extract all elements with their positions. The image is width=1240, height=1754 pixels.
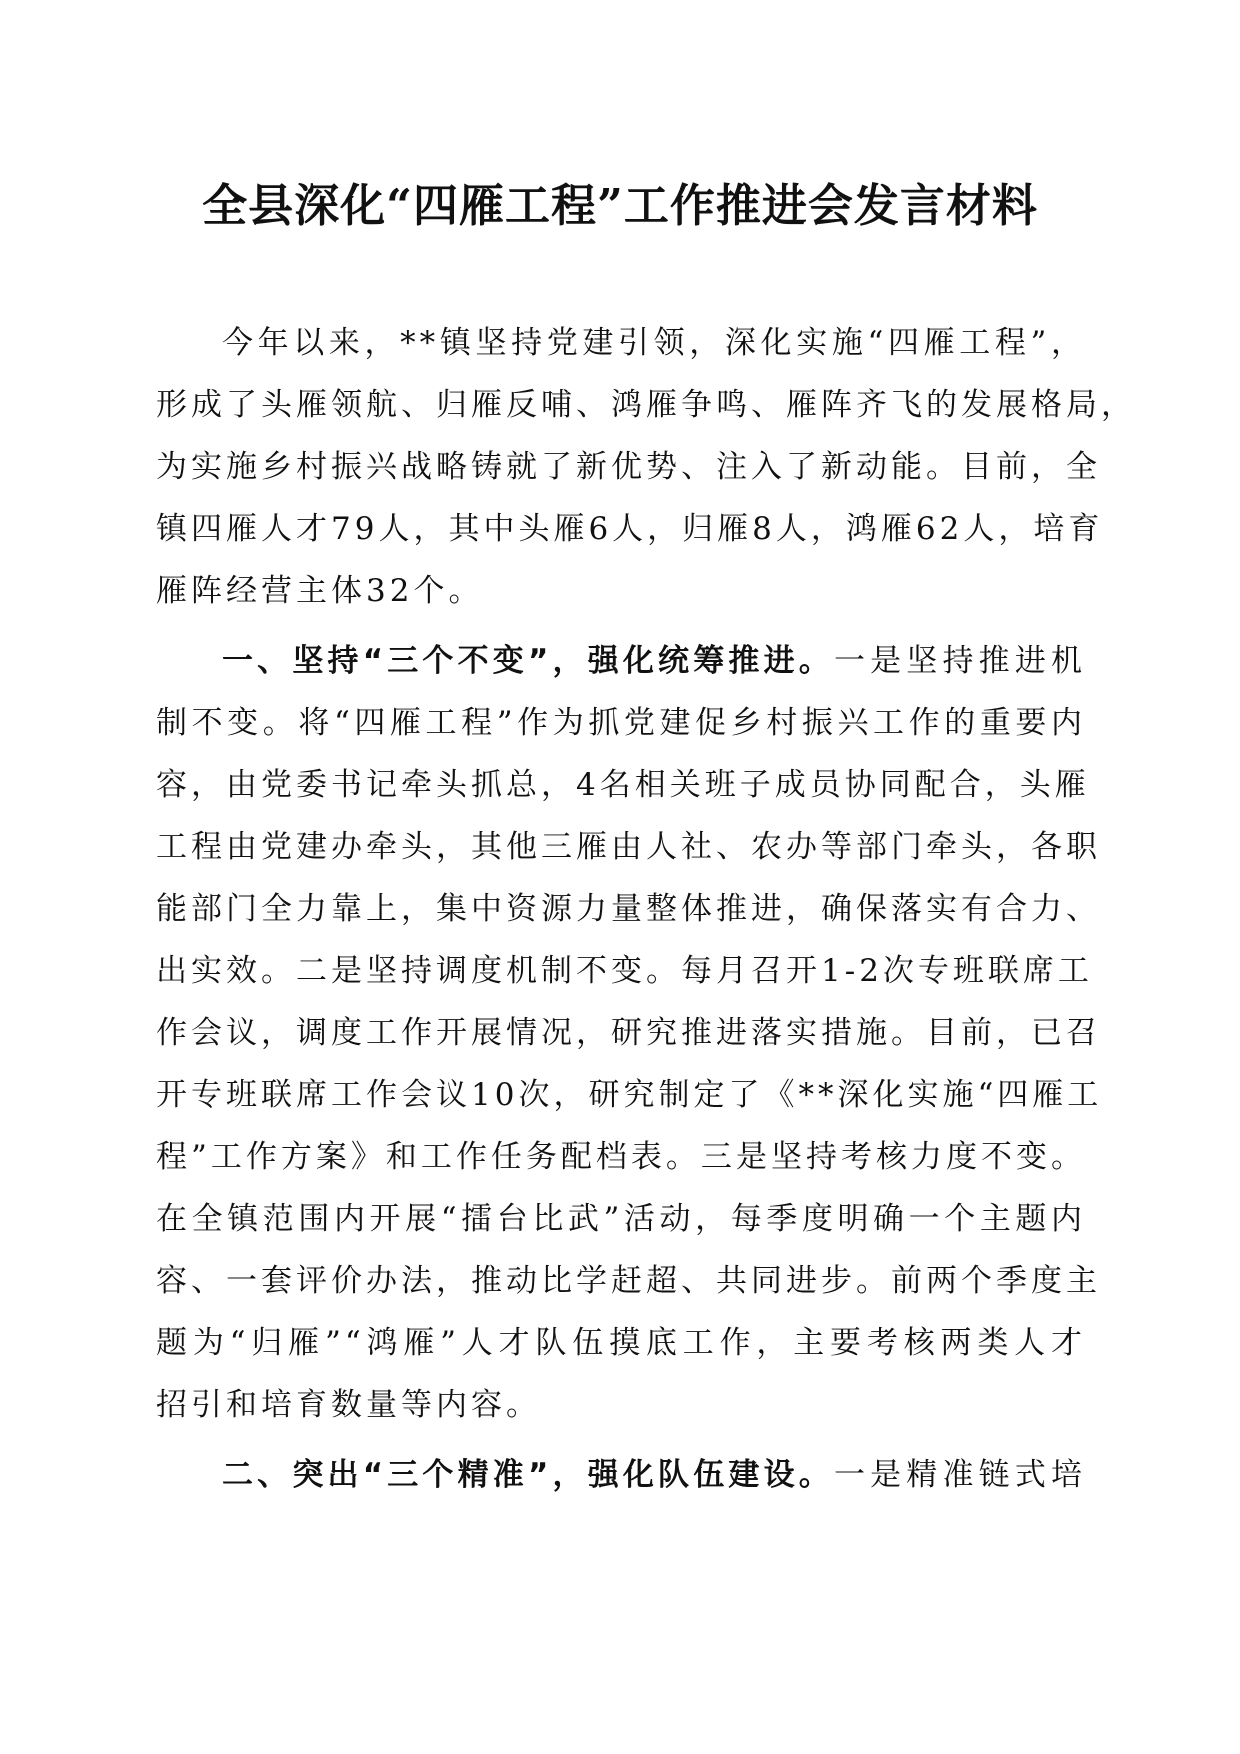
paragraph-1-line-3: 为实施乡村振兴战略铸就了新优势、注入了新动能。目前，全 bbox=[156, 449, 1101, 485]
paragraph-1-line-1: 今年以来，**镇坚持党建引领，深化实施“四雁工程”， bbox=[222, 325, 1086, 361]
paragraph-2-line-8: 开专班联席工作会议10次，研究制定了《**深化实施“四雁工 bbox=[156, 1077, 1103, 1113]
section-heading-1: 一、坚持“三个不变”，强化统筹推进。 bbox=[222, 643, 834, 679]
paragraph-2-line-13: 招引和培育数量等内容。 bbox=[156, 1387, 541, 1423]
paragraph-2-line-1 bbox=[156, 630, 1086, 692]
paragraph-1-line-2: 形成了头雁领航、归雁反哺、鸿雁争鸣、雁阵齐飞的发展格局， bbox=[156, 387, 1136, 423]
paragraph-2-line-4: 工程由党建办牵头，其他三雁由人社、农办等部门牵头，各职 bbox=[156, 829, 1101, 865]
section-heading-2: 二、突出“三个精准”，强化队伍建设。 bbox=[222, 1457, 834, 1493]
document-body bbox=[156, 312, 1136, 1506]
paragraph-gap bbox=[156, 1436, 1086, 1444]
paragraph-2-line-2: 制不变。将“四雁工程”作为抓党建促乡村振兴工作的重要内 bbox=[156, 705, 1086, 741]
paragraph-2-line-1-text: 一是坚持推进机 bbox=[833, 643, 1086, 679]
paragraph-3-line-1 bbox=[156, 1444, 1086, 1506]
paragraph-2-line-7: 作会议，调度工作开展情况，研究推进落实措施。目前，已召 bbox=[156, 1015, 1101, 1051]
paragraph-2-line-12: 题为“归雁”“鸿雁”人才队伍摸底工作，主要考核两类人才 bbox=[156, 1325, 1086, 1361]
paragraph-2-line-3: 容，由党委书记牵头抓总，4名相关班子成员协同配合，头雁 bbox=[156, 767, 1090, 803]
paragraph-2-line-6: 出实效。二是坚持调度机制不变。每月召开1-2次专班联席工 bbox=[156, 953, 1093, 989]
paragraph-1-line-5: 雁阵经营主体32个。 bbox=[156, 573, 484, 609]
paragraph-2-line-9: 程”工作方案》和工作任务配档表。三是坚持考核力度不变。 bbox=[156, 1139, 1086, 1175]
document-title: 全县深化“四雁工程”工作推进会发言材料 bbox=[202, 179, 1038, 232]
paragraph-1-line-4: 镇四雁人才79人，其中头雁6人，归雁8人，鸿雁62人，培育 bbox=[156, 511, 1104, 547]
paragraph-2-line-11: 容、一套评价办法，推动比学赶超、共同进步。前两个季度主 bbox=[156, 1263, 1101, 1299]
paragraph-2-line-10: 在全镇范围内开展“擂台比武”活动，每季度明确一个主题内 bbox=[156, 1201, 1086, 1237]
paragraph-3-line-1-text: 一是精准链式培 bbox=[833, 1457, 1086, 1493]
paragraph-2-line-5: 能部门全力靠上，集中资源力量整体推进，确保落实有合力、 bbox=[156, 891, 1101, 927]
paragraph-gap bbox=[156, 622, 1086, 630]
